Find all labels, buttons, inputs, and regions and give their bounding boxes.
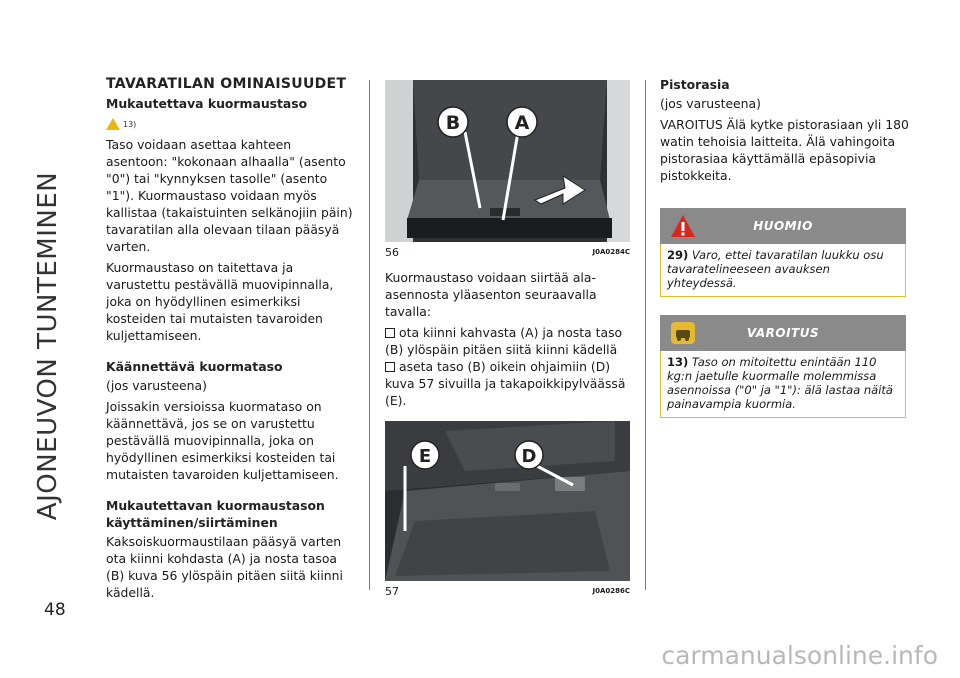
paragraph: VAROITUS Älä kytke pistorasiaan yli 180 watin tehoisia laitteita. Älä vahingoita pistorasiaa käyttämällä epäsopivia pistokkeita. — [660, 117, 909, 183]
side-section-title: AJONEUVON TUNTEMINEN — [33, 171, 63, 521]
trunk-guides-image — [385, 421, 630, 581]
notice-header — [660, 208, 906, 244]
notice-body — [660, 244, 906, 297]
figure-56-trunk — [385, 80, 630, 242]
column-divider — [369, 80, 370, 590]
figure-number: 57 — [385, 585, 399, 598]
callout-a: A — [514, 112, 530, 134]
notice-title: VAROITUS — [746, 325, 820, 340]
notice-header — [660, 315, 906, 351]
figure-caption — [385, 583, 630, 600]
figure-code: J0A0284C — [592, 248, 630, 256]
paragraph-note: (jos varusteena) — [660, 96, 761, 111]
paragraph-note: (jos varusteena) — [106, 378, 207, 393]
paragraph: Kaksoiskuormaustilaan pääsyä varten ota kiinni kohdasta (A) ja nosta tasoa (B) kuva 56 ylöspäin pitäen siitä kiinni kädellä. — [106, 534, 343, 600]
callout-d: D — [521, 446, 537, 467]
bullet-item — [385, 324, 630, 358]
notice-huomio — [660, 208, 906, 297]
paragraph: Joissakin versioissa kuormataso on käännettävä, jos se on varustettu pestävällä muovipinnalla, joka on hyödyllinen esimerkiksi kosteiden tai mutaisten tavaroiden kuljettamiseen. — [106, 399, 339, 482]
figure-number: 56 — [385, 246, 399, 259]
warning-icon — [106, 118, 120, 130]
bullet-icon — [385, 362, 395, 372]
paragraph: Kuormaustaso on taitettava ja varustettu pestävällä muovipinnalla, joka on hyödyllinen esimerkiksi kosteiden tai mutaisten tavaroiden kuljettamiseen. — [106, 260, 334, 343]
trunk-floor-image — [385, 80, 630, 242]
subsection-title: käyttäminen/siirtäminen — [106, 515, 278, 530]
column-divider — [645, 80, 646, 590]
subsection-title: Pistorasia — [660, 77, 730, 92]
page-number: 48 — [44, 600, 66, 620]
notice-title: HUOMIO — [753, 218, 813, 233]
bullet-item — [385, 358, 630, 409]
notice-number: 13) — [667, 355, 689, 369]
bullet-text: aseta taso (B) oikein ohjaimiin (D) kuva 57 sivuilla ja takapoikkipylväässä (E). — [385, 359, 626, 408]
figure-code: J0A0286C — [592, 587, 630, 595]
figure-57-trunk — [385, 421, 630, 581]
section-title: TAVARATILAN OMINAISUUDET — [106, 76, 347, 92]
column-3 — [660, 76, 910, 418]
bullet-icon — [385, 328, 395, 338]
caution-icon — [670, 321, 696, 345]
subsection-title: Mukautettava kuormaustaso — [106, 96, 308, 111]
figure-caption — [385, 244, 630, 261]
reference-number: 13) — [123, 119, 137, 129]
watermark: carmanualsonline.info — [661, 641, 938, 670]
notice-text: Taso on mitoitettu enintään 110 kg:n jaetulle kuormalle molemmissa asennoissa ("0" ja "1"): älä lastaa näitä painavampia kuormia. — [667, 355, 893, 411]
subsection-title: Mukautettavan kuormaustason — [106, 498, 325, 513]
column-2 — [385, 80, 630, 608]
notice-varoitus — [660, 315, 906, 418]
bullet-text: ota kiinni kahvasta (A) ja nosta taso (B) ylöspäin pitäen siitä kiinni kädellä — [385, 325, 623, 357]
danger-icon — [670, 214, 696, 238]
column-1 — [106, 76, 354, 605]
warning-reference — [106, 114, 354, 134]
callout-b: B — [445, 112, 461, 134]
notice-text: Varo, ettei tavaratilan luukku osu tavaratelineeseen avauksen yhteydessä. — [667, 248, 884, 290]
notice-number: 29) — [667, 248, 689, 262]
notice-body — [660, 351, 906, 418]
subsection-title: Käännettävä kuormataso — [106, 359, 283, 374]
callout-e: E — [418, 446, 432, 467]
paragraph: Kuormaustaso voidaan siirtää ala-asennosta yläasenton seuraavalla tavalla: — [385, 270, 597, 319]
paragraph: Taso voidaan asettaa kahteen asentoon: "kokonaan alhaalla" (asento "0") tai "kynnyksen tasolle" (asento "1"). Kuormaustaso voidaan myös kallistaa (takaistuinten selkänojiin päin) tavaratilan alla olevaan tilaan pääsyä varten. — [106, 137, 353, 254]
